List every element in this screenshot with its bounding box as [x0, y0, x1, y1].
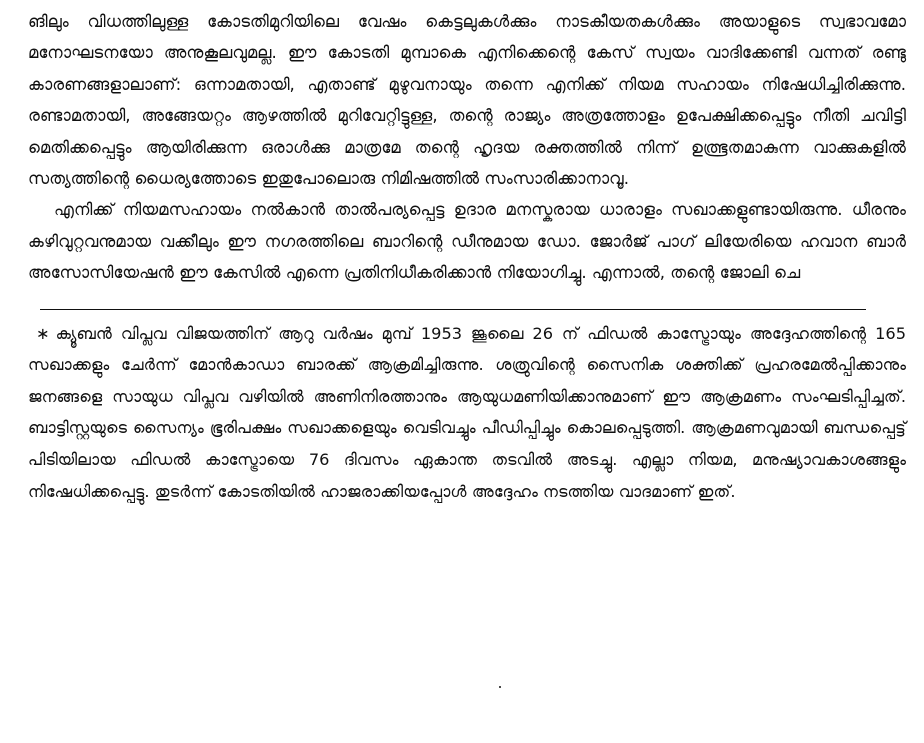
paragraph-2: എനിക്ക് നിയമസഹായം നൽകാൻ താൽപര്യപ്പെട്ട ഉദാര മനസ്കരായ ധാരാളം സഖാക്കളുണ്ടായിരുന്നു. ധീരനും കഴിവുറ്റവനുമായ വക്കീലും ഈ നഗരത്തിലെ ബാറിന്റെ ഡീനുമായ ഡോ. ജോർജ് പാഗ് ലിയേരിയെ ഹവാന ബാർ അസോസിയേഷൻ ഈ കേസിൽ എന്നെ പ്രതിനിധീകരിക്കാൻ നിയോഗിച്ചു. എന്നാൽ, തന്റെ ജോലി ചെ: [28, 200, 906, 283]
main-text: [28, 6, 906, 289]
footnote-marker: ∗: [36, 323, 50, 343]
footnote-text: ക്യൂബൻ വിപ്ലവ വിജയത്തിന് ആറു വർഷം മുമ്പ് 1953 ജൂലൈ 26 ന് ഫിഡൽ കാസ്ട്രോയും അദ്ദേഹത്തിന്റെ 165 സഖാക്കളും ചേർന്ന് മോൻകാഡാ ബാരക്ക് ആക്രമിച്ചിരുന്നു. ശത്രുവിന്റെ സൈനിക ശക്തിക്ക് പ്രഹരമേൽപ്പിക്കാനും ജനങ്ങളെ സായുധ വിപ്ലവ വഴിയിൽ അണിനിരത്താനും ആയുധമണിയിക്കാനുമാണ് ഈ ആക്രമണം സംഘടിപ്പിച്ചത്. ബാട്ടിസ്റ്റയുടെ സൈന്യം ഭൂരിപക്ഷം സഖാക്കളെയും വെടിവച്ചും പീഡിപ്പിച്ചും കൊലപ്പെടുത്തി. ആക്രമണവുമായി ബന്ധപ്പെട്ട് പിടിയിലായ ഫിഡൽ കാസ്ട്രോയെ 76 ദിവസം ഏകാന്ത തടവിൽ അടച്ചു. എല്ലാ നിയമ, മനുഷ്യാവകാശങ്ങളും നിഷേധിക്കപ്പെട്ടു. തുടർന്ന് കോടതിയിൽ ഹാജരാക്കിയപ്പോൾ അദ്ദേഹം നടത്തിയ വാദമാണ് ഇത്.: [28, 323, 906, 501]
footnote-divider: [40, 309, 866, 310]
paragraph-1: ങിലും വിധത്തിലുള്ള കോടതിമുറിയിലെ വേഷം കെട്ടലുകൾക്കും നാടകീയതകൾക്കും അയാളുടെ സ്വഭാവമോ മനോഘടനയോ അനുകൂലവുമല്ല. ഈ കോടതി മുമ്പാകെ എനിക്കെന്റെ കേസ് സ്വയം വാദിക്കേണ്ടി വന്നത് രണ്ടു കാരണങ്ങളാലാണ്: ഒന്നാമതായി, എതാണ്ട് മുഴുവനായും തന്നെ എനിക്ക് നിയമ സഹായം നിഷേധിച്ചിരിക്കുന്നു. രണ്ടാമതായി, അങ്ങേയറ്റം ആഴത്തിൽ മുറിവേറ്റിട്ടുള്ള, തന്റെ രാജ്യം അത്രത്തോളം ഉപേക്ഷിക്കപ്പെട്ടും നീതി ചവിട്ടി മെതിക്കപ്പെട്ടും ആയിരിക്കുന്ന ഒരാൾക്കു മാത്രമേ തന്റെ ഹൃദയ രക്തത്തിൽ നിന്ന് ഉത്ഭൂതമാകുന്ന വാക്കുകളിൽ സത്യത്തിന്റെ ധൈര്യത്തോടെ ഇതുപോലൊരു നിമിഷത്തിൽ സംസാരിക്കാനാവൂ.: [28, 12, 906, 189]
footnote: [28, 318, 906, 508]
scan-speck: [499, 686, 501, 688]
